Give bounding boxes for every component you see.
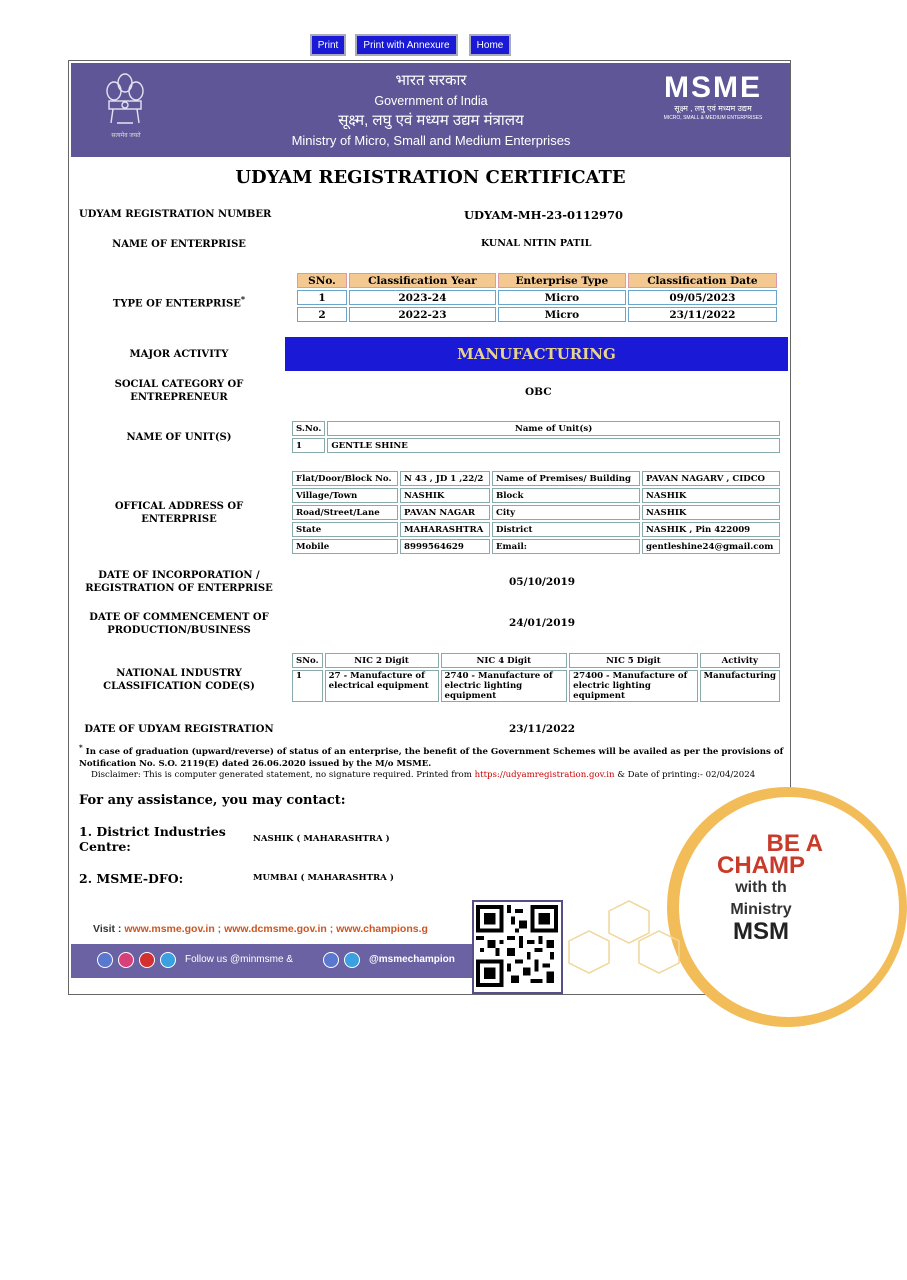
col-sno: S.No. [292, 421, 325, 436]
qr-code-icon [476, 905, 558, 987]
top-actions [0, 34, 830, 58]
col-nic5: NIC 5 Digit [569, 653, 698, 668]
cell: Road/Street/Lane [292, 505, 398, 520]
cell: 23/11/2022 [628, 307, 777, 322]
cell: PAVAN NAGARV , CIDCO [642, 471, 780, 486]
cell: GENTLE SHINE [327, 438, 780, 453]
col-sno: SNo. [297, 273, 347, 288]
home-button[interactable]: Home [469, 34, 511, 56]
table-row [292, 522, 780, 537]
cell: 2023-24 [349, 290, 496, 305]
table-row [297, 307, 777, 322]
units-table [290, 419, 782, 455]
msme-logo-english: MICRO, SMALL & MEDIUM ENTERPRISES [663, 115, 763, 121]
cell: District [492, 522, 640, 537]
dfo-label: 2. MSME-DFO: [79, 871, 184, 886]
units-header-row [292, 421, 780, 436]
classification-header-row [297, 273, 777, 288]
msme-website-links[interactable]: www.msme.gov.in ; www.dcmsme.gov.in ; www.champions.g [124, 923, 428, 935]
cell: Village/Town [292, 488, 398, 503]
cell: 8999564629 [400, 539, 490, 554]
enterprise-type-label: TYPE OF ENTERPRISE* [112, 294, 246, 310]
col-nic2: NIC 2 Digit [325, 653, 439, 668]
visit-links: Visit : www.msme.gov.in ; www.dcmsme.gov.in ; www.champions.g [93, 923, 428, 935]
qr-code [472, 900, 563, 994]
disclaimer: Disclaimer: This is computer generated statement, no signature required. Printed from https://udyamregistration.gov.in & Date of printing:- 02/04/2024 [91, 770, 756, 780]
udyam-portal-link[interactable]: https://udyamregistration.gov.in [474, 770, 615, 780]
incorporation-label: DATE OF INCORPORATION / REGISTRATION OF ENTERPRISE [85, 570, 273, 594]
english-ministry: Ministry of Micro, Small and Medium Enterprises [291, 133, 571, 148]
instagram-icon[interactable] [118, 952, 134, 968]
social-category-label: SOCIAL CATEGORY OF ENTREPRENEUR [114, 379, 244, 403]
udyam-date-label: DATE OF UDYAM REGISTRATION [84, 724, 274, 735]
address-table [290, 469, 782, 556]
cell: MAHARASHTRA [400, 522, 490, 537]
champions-badge-text: BE A CHAMP with th Ministry MSM [717, 830, 823, 945]
print-with-annexure-button[interactable]: Print with Annexure [355, 34, 458, 56]
col-classification-year: Classification Year [349, 273, 496, 288]
nic-table [290, 651, 782, 704]
facebook-icon[interactable] [323, 952, 339, 968]
col-activity: Activity [700, 653, 780, 668]
table-row [292, 438, 780, 453]
nic-header-row [292, 653, 780, 668]
emblem-caption: सत्यमेव जयते [111, 133, 141, 139]
hindi-ministry: सूक्ष्म, लघु एवं मध्यम उद्यम मंत्रालय [338, 112, 524, 129]
graduation-note: * In case of graduation (upward/reverse) of status of an enterprise, the benefit of the Government Schemes will be availed as per the provisions of Notification No. S.O. 2119(E) dated 26.06.2020 issued by the M/o MSME. [79, 743, 784, 769]
cell: NASHIK , Pin 422009 [642, 522, 780, 537]
twitter-icon[interactable] [344, 952, 360, 968]
cell: Manufacturing [700, 670, 780, 702]
cell: Email: [492, 539, 640, 554]
cell: City [492, 505, 640, 520]
cell: 2022-23 [349, 307, 496, 322]
major-activity-label: MAJOR ACTIVITY [129, 349, 229, 360]
cell: Name of Premises/ Building [492, 471, 640, 486]
cell: 27400 - Manufacture of electric lighting equipment [569, 670, 698, 702]
cell: 2740 - Manufacture of electric lighting equipment [441, 670, 568, 702]
nic-label: NATIONAL INDUSTRY CLASSIFICATION CODE(S) [103, 668, 255, 692]
col-sno: SNo. [292, 653, 323, 668]
msme-logo-text: MSME [664, 71, 762, 104]
cell: 2 [297, 307, 347, 322]
col-classification-date: Classification Date [628, 273, 777, 288]
table-row [292, 505, 780, 520]
ministry-heading [241, 71, 621, 151]
msme-logo [658, 73, 768, 121]
cell: Micro [498, 307, 626, 322]
cell: N 43 , JD 1 ,22/2 [400, 471, 490, 486]
follow-text: Follow us @minmsme & [185, 954, 293, 965]
table-row [292, 488, 780, 503]
cell: NASHIK [642, 488, 780, 503]
table-row [292, 471, 780, 486]
social-footer [71, 944, 473, 978]
cell: NASHIK [400, 488, 490, 503]
udyam-date-value: 23/11/2022 [509, 723, 576, 735]
cell: NASHIK [642, 505, 780, 520]
col-unit-name: Name of Unit(s) [327, 421, 780, 436]
government-banner [71, 63, 790, 157]
print-button[interactable]: Print [310, 34, 346, 56]
cell: 09/05/2023 [628, 290, 777, 305]
champions-handle: @msmechampion [369, 954, 455, 965]
dic-value: NASHIK ( MAHARASHTRA ) [253, 834, 390, 844]
cell: 27 - Manufacture of electrical equipment [325, 670, 439, 702]
cell: 1 [292, 670, 323, 702]
cell: Micro [498, 290, 626, 305]
table-row [292, 539, 780, 554]
incorporation-value: 05/10/2019 [509, 576, 576, 588]
certificate [68, 60, 823, 995]
units-label: NAME OF UNIT(S) [126, 432, 232, 443]
major-activity-value: MANUFACTURING [285, 337, 788, 371]
col-enterprise-type: Enterprise Type [498, 273, 626, 288]
certificate-title: UDYAM REGISTRATION CERTIFICATE [235, 167, 626, 188]
classification-table [295, 271, 779, 324]
english-government: Government of India [374, 94, 488, 108]
cell: Mobile [292, 539, 398, 554]
youtube-icon[interactable] [139, 952, 155, 968]
hindi-government: भारत सरकार [395, 72, 467, 89]
email-value: gentleshine24@gmail.com [642, 539, 780, 554]
enterprise-name-value: KUNAL NITIN PATIL [481, 238, 592, 249]
msme-logo-hindi: सूक्ष्म , लघु एवं मध्यम उद्यम [674, 104, 752, 113]
table-row [297, 290, 777, 305]
cell: 1 [292, 438, 325, 453]
enterprise-name-label: NAME OF ENTERPRISE [112, 239, 246, 250]
cell: State [292, 522, 398, 537]
cell: Flat/Door/Block No. [292, 471, 398, 486]
cell: 1 [297, 290, 347, 305]
table-row [292, 670, 780, 702]
facebook-icon[interactable] [97, 952, 113, 968]
cell: Block [492, 488, 640, 503]
social-category-value: OBC [525, 386, 552, 398]
assistance-heading: For any assistance, you may contact: [79, 793, 346, 808]
col-nic4: NIC 4 Digit [441, 653, 568, 668]
twitter-icon[interactable] [160, 952, 176, 968]
reg-number-value: UDYAM-MH-23-0112970 [464, 208, 624, 222]
dic-label: 1. District Industries Centre: [79, 824, 226, 854]
address-label: OFFICAL ADDRESS OF ENTERPRISE [114, 501, 244, 525]
cell: PAVAN NAGAR [400, 505, 490, 520]
dfo-value: MUMBAI ( MAHARASHTRA ) [253, 873, 394, 883]
reg-number-label: UDYAM REGISTRATION NUMBER [79, 209, 272, 220]
commencement-value: 24/01/2019 [509, 617, 576, 629]
commencement-label: DATE OF COMMENCEMENT OF PRODUCTION/BUSINESS [89, 612, 269, 636]
